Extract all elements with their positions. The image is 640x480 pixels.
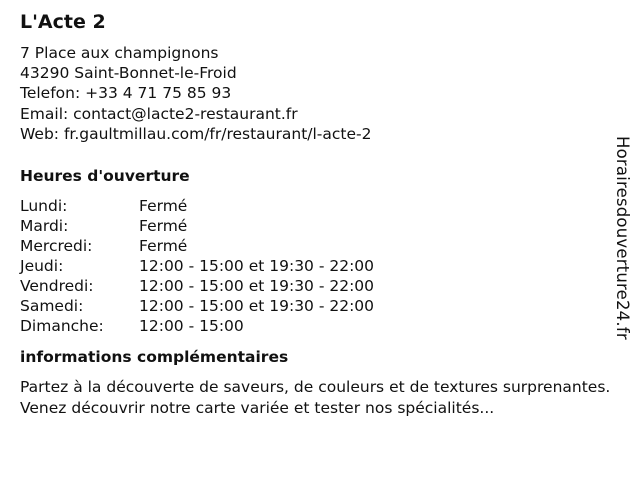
day-hours: 12:00 - 15:00 et 19:30 - 22:00 (139, 277, 375, 296)
info-description: Partez à la découverte de saveurs, de couleurs et de textures surprenantes. Venez découvrir notre carte variée et tester nos spécialités... (20, 378, 611, 417)
restaurant-name: L'Acte 2 (20, 11, 106, 33)
info-heading: informations complémentaires (20, 348, 289, 367)
day-label: Vendredi: (20, 277, 94, 296)
hours-row-wednesday (20, 236, 620, 256)
hours-heading: Heures d'ouverture (20, 167, 190, 186)
contact-block (20, 43, 620, 144)
phone-line: Telefon: +33 4 71 75 85 93 (20, 84, 232, 103)
hours-table (20, 196, 620, 336)
hours-row-thursday (20, 256, 620, 276)
day-hours: 12:00 - 15:00 (139, 317, 244, 336)
restaurant-card (20, 10, 620, 418)
day-label: Mercredi: (20, 237, 93, 256)
vertical-watermark (611, 136, 631, 346)
day-hours: Fermé (139, 237, 188, 256)
address-line-1: 7 Place aux champignons (20, 44, 219, 62)
hours-row-friday (20, 276, 620, 296)
day-label: Jeudi: (20, 257, 64, 276)
hours-row-monday (20, 196, 620, 216)
hours-row-sunday (20, 316, 620, 336)
hours-row-saturday (20, 296, 620, 316)
day-label: Dimanche: (20, 317, 104, 336)
email-line: Email: contact@lacte2-restaurant.fr (20, 104, 298, 123)
day-hours: 12:00 - 15:00 et 19:30 - 22:00 (139, 297, 375, 316)
day-hours: Fermé (139, 217, 188, 236)
watermark-text: Horairesdouverture24.fr (613, 136, 632, 340)
day-label: Lundi: (20, 197, 68, 216)
web-line: Web: fr.gaultmillau.com/fr/restaurant/l-acte-2 (20, 124, 372, 143)
day-label: Mardi: (20, 217, 69, 236)
day-hours: 12:00 - 15:00 et 19:30 - 22:00 (139, 257, 375, 276)
address-line-2: 43290 Saint-Bonnet-le-Froid (20, 64, 237, 83)
day-label: Samedi: (20, 297, 84, 316)
day-hours: Fermé (139, 197, 188, 216)
hours-row-tuesday (20, 216, 620, 236)
